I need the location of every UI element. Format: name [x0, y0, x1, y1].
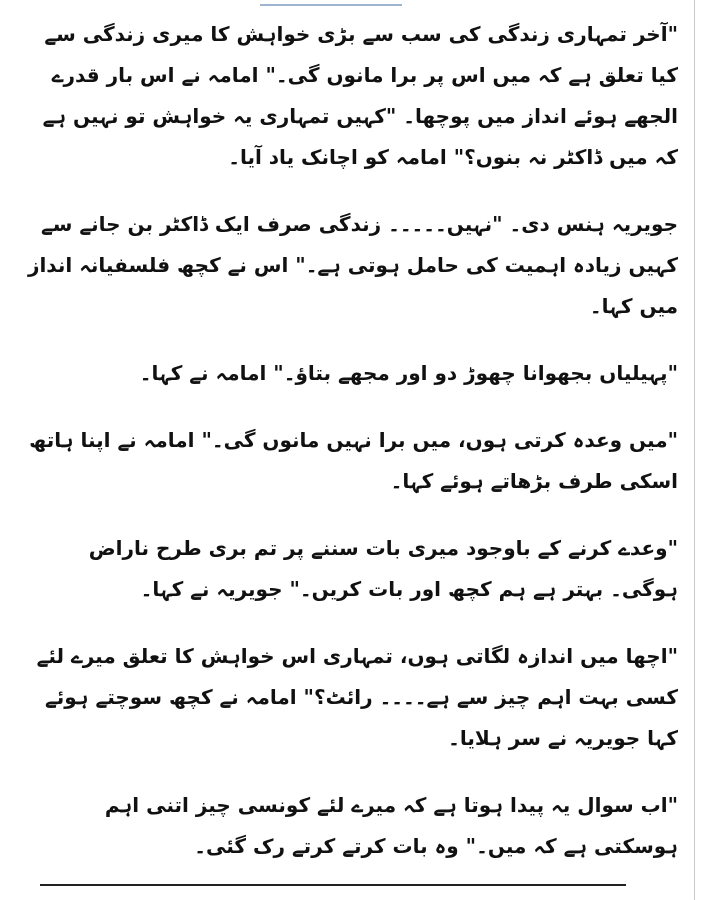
document-body	[18, 14, 678, 893]
paragraph: جویریہ ہنس دی۔ "نہیں۔۔۔۔۔ زندگی صرف ایک ڈاکٹر بن جانے سے کہیں زیادہ اہمیت کی حامل ہوتی ہے۔" اس نے کچھ فلسفیانہ انداز میں کہا۔	[27, 212, 678, 318]
paragraph: "میں وعدہ کرتی ہوں، میں برا نہیں مانوں گی۔" امامہ نے اپنا ہاتھ اسکی طرف بڑھاتے ہوئے کہا۔	[29, 428, 678, 493]
bottom-divider	[40, 884, 626, 886]
paragraph: "آخر تمہاری زندگی کی سب سے بڑی خواہش کا میری زندگی سے کیا تعلق ہے کہ میں اس پر برا مانوں گی۔" امامہ نے اس بار قدرے الجھے ہوئے انداز میں پوچھا۔ "کہیں تمہاری یہ خواہش تو نہیں ہے کہ میں ڈاکٹر نہ بنوں؟" امامہ کو اچانک یاد آیا۔	[42, 22, 678, 169]
page-edge	[694, 0, 695, 900]
paragraph: "وعدے کرنے کے باوجود میری بات سننے پر تم بری طرح ناراض ہوگی۔ بہتر ہے ہم کچھ اور بات کریں۔" جویریہ نے کہا۔	[88, 536, 678, 601]
paragraph: "اچھا میں اندازہ لگاتی ہوں، تمہاری اس خواہش کا تعلق میرے لئے کسی بہت اہم چیز سے ہے۔۔۔۔ رائٹ؟" امامہ نے کچھ سوچتے ہوئے کہا جویریہ نے سر ہلایا۔	[36, 644, 678, 750]
paragraph: "پہیلیاں بجھوانا چھوڑ دو اور مجھے بتاؤ۔" امامہ نے کہا۔	[139, 361, 678, 385]
top-divider	[260, 4, 402, 6]
paragraph: "اب سوال یہ پیدا ہوتا ہے کہ میرے لئے کونسی چیز اتنی اہم ہوسکتی ہے کہ میں۔" وہ بات کرتے کرتے رک گئی۔	[104, 793, 678, 858]
